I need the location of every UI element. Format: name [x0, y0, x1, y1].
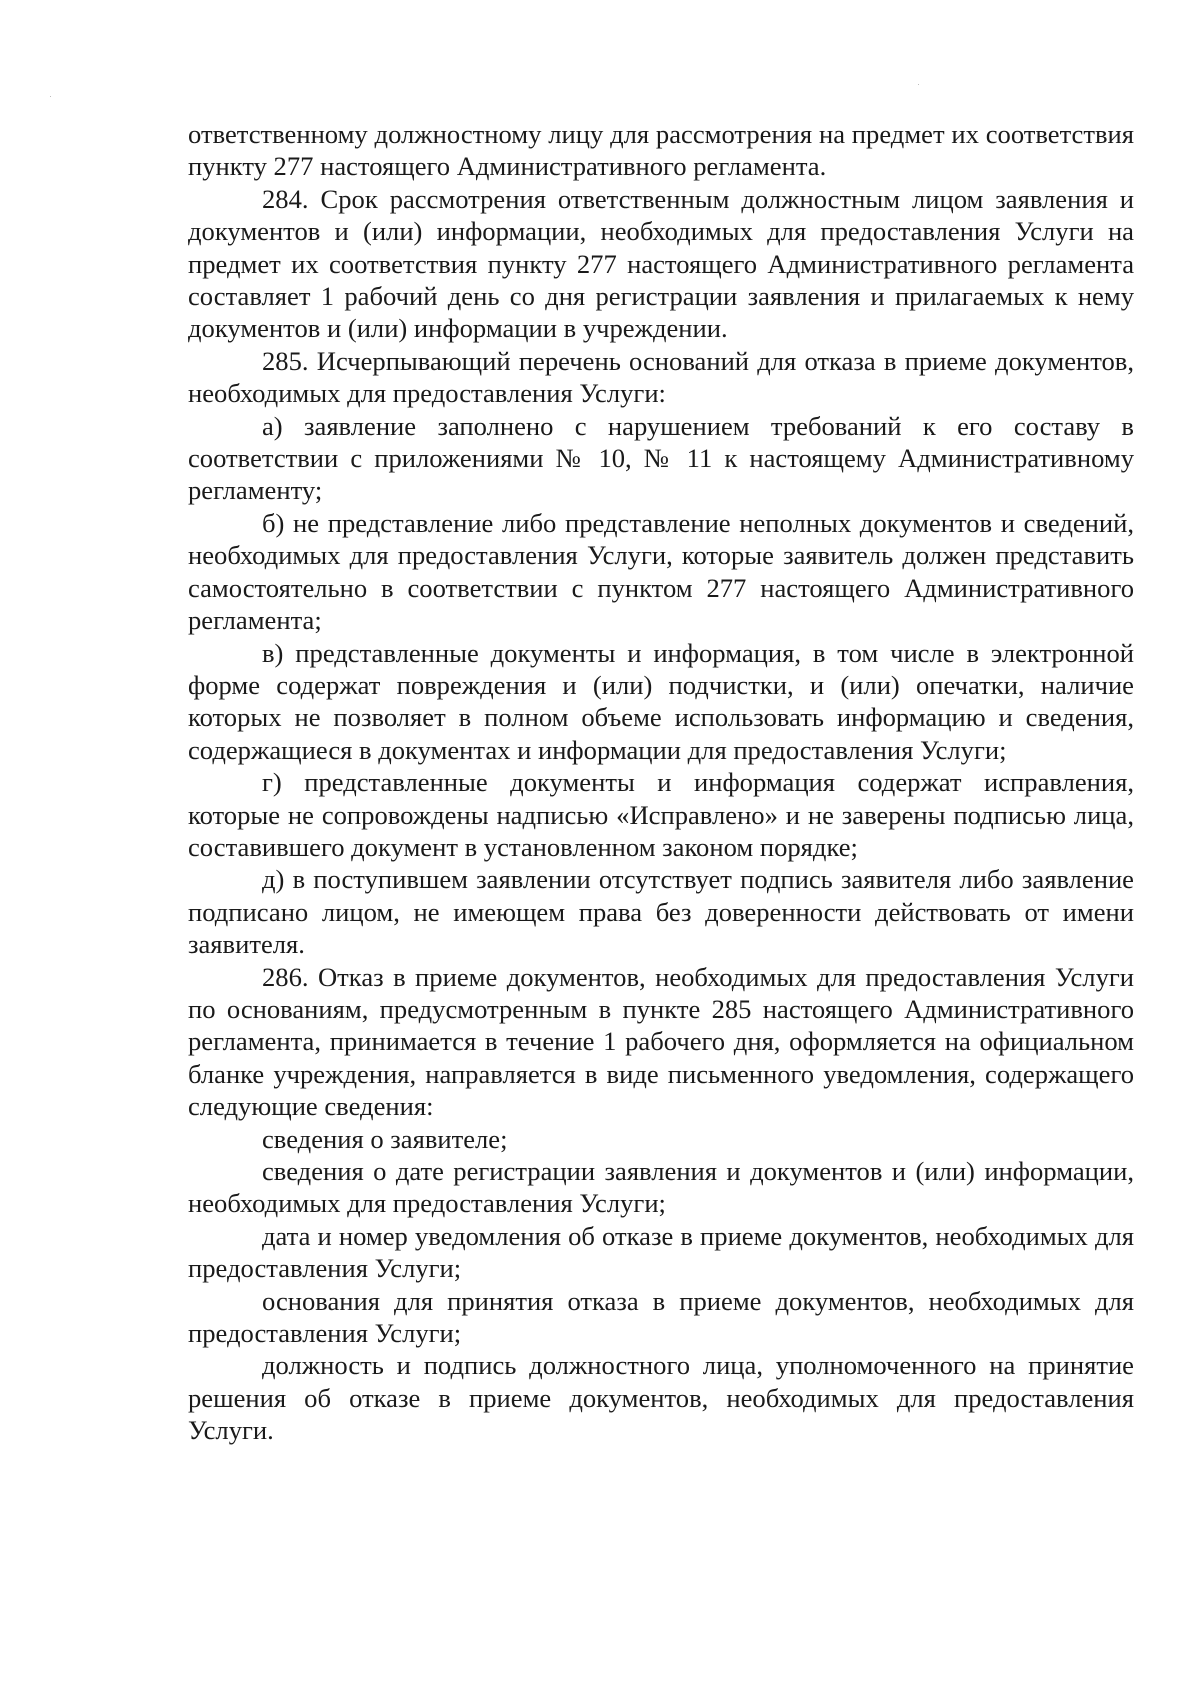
paragraph-285-item-g: г) представленные документы и информация содержат исправления, которые не сопровождены надписью «Исправлено» и не заверены подписью лица, составившего документ в установленном законом порядке;: [188, 767, 1134, 862]
paragraph-286-item-4: основания для принятия отказа в приеме документов, необходимых для предоставления Услуги;: [188, 1285, 1134, 1349]
paragraph-286-item-5: должность и подпись должностного лица, уполномоченного на принятие решения об отказе в приеме документов, необходимых для предоставления Услуги.: [188, 1350, 1134, 1446]
paragraph-286-item-3: дата и номер уведомления об отказе в приеме документов, необходимых для предоставления Услуги;: [188, 1220, 1134, 1284]
scan-speck: [50, 96, 51, 97]
paragraph-286-item-2: сведения о дате регистрации заявления и документов и (или) информации, необходимых для предоставления Услуги;: [188, 1156, 1134, 1219]
paragraph-285-item-d: д) в поступившем заявлении отсутствует подпись заявителя либо заявление подписано лицом, не имеющем права без доверенности действовать от имени заявителя.: [188, 864, 1134, 960]
paragraph-286: 286. Отказ в приеме документов, необходимых для предоставления Услуги по основаниям, предусмотренным в пункте 285 настоящего Административного регламента, принимается в течение 1 рабочего дня, оформляется на официальном бланке учреждения, направляется в виде письменного уведомления, содержащего следующие сведения:: [188, 961, 1134, 1122]
paragraph-285-item-v: в) представленные документы и информация, в том числе в электронной форме содержат повреждения и (или) подчистки, и (или) опечатки, наличие которых не позволяет в полном объеме использовать информацию и сведения, содержащиеся в документах и информации для предоставления Услуги;: [188, 637, 1134, 765]
paragraph-285-item-b: б) не представление либо представление неполных документов и сведений, необходимых для предоставления Услуги, которые заявитель должен представить самостоятельно в соответствии с пунктом 277 настоящего Административного регламента;: [188, 507, 1134, 636]
paragraph-285: 285. Исчерпывающий перечень оснований для отказа в приеме документов, необходимых для предоставления Услуги:: [188, 345, 1134, 409]
scan-speck: [918, 84, 919, 85]
paragraph-285-item-a: а) заявление заполнено с нарушением требований к его составу в соответствии с приложениями № 10, № 11 к настоящему Административному регламенту;: [188, 410, 1134, 506]
paragraph-284: 284. Срок рассмотрения ответственным должностным лицом заявления и документов и (или) информации, необходимых для предоставления Услуги на предмет их соответствия пункту 277 настоящего Административного регламента составляет 1 рабочий день со дня регистрации заявления и прилагаемых к нему документов и (или) информации в учреждении.: [188, 183, 1134, 344]
paragraph-286-item-1: сведения о заявителе;: [262, 1123, 508, 1154]
paragraph-continuation: ответственному должностному лицу для рассмотрения на предмет их соответствия пункту 277 настоящего Административного регламента.: [188, 119, 1134, 182]
document-body: [188, 118, 1134, 1447]
